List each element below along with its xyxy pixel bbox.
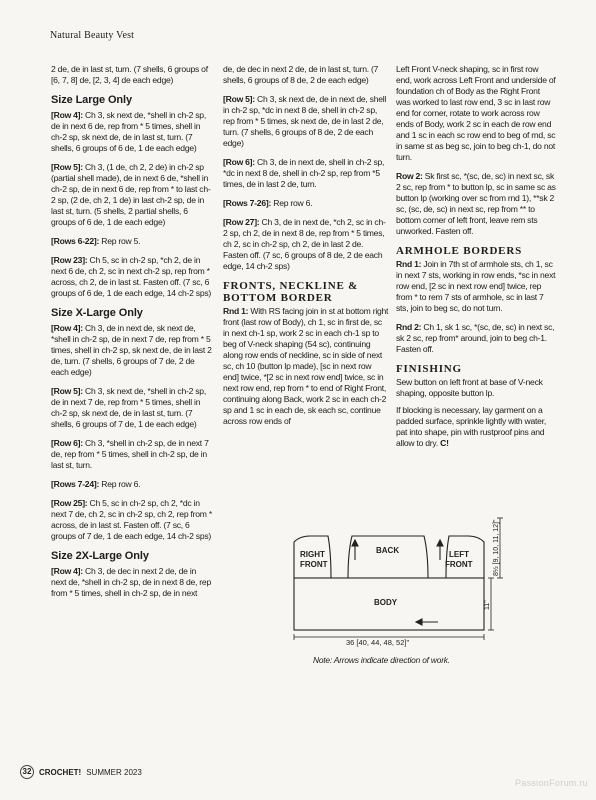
label-left-front-2: FRONT [445,560,473,569]
paragraph: [Row 25]: Ch 5, sc in ch-2 sp, ch 2, *dc in next 7 de, ch 2, sc in ch-2 sp, ch 2, rep from * across, de in last st. Fasten off. (7 sc, 6 groups of 7 de, 1 de each edge, 14 ch-2 sps) [51,498,212,541]
diagram-note: Note: Arrows indicate direction of work. [313,655,450,665]
page-footer [20,765,142,779]
page-number: 32 [20,765,34,779]
paragraph: [Rows 7-26]: Rep row 6. [223,198,313,208]
paragraph: de, de dec in next 2 de, de in last st, turn. (7 shells, 6 groups of 8 de, 2 de each edge) [223,64,379,85]
paragraph: Sew button on left front at base of V-neck shaping, opposite button lp. [396,377,543,398]
label-left-front-1: LEFT [449,550,469,559]
running-header: Natural Beauty Vest [50,30,135,41]
arrow-up-icon [352,540,358,546]
dimension-height: 11" [484,600,491,610]
text-column-3 [396,64,556,457]
dimension-width: 36 [40, 44, 48, 52]" [346,638,410,647]
paragraph: [Row 5]: Ch 3, (1 de, ch 2, 2 de) in ch-2 sp (partial shell made), de in next 6 de, *shell in ch-2 sp, de in next 6 de, rep from * to last ch-2 sp, (2 de, ch 2, 1 de) in last ch-2 sp, de in last st, turn. (5 shells, 2 partial shells, 6 groups of 6 de, 1 de each edge) [51,162,211,227]
paragraph: 2 de, de in last st, turn. (7 shells, 6 groups of [6, 7, 8] de, [2, 3, 4] de each edge) [51,64,208,85]
text-column-2 [223,64,389,435]
label-back: BACK [376,546,400,555]
watermark: PassionForum.ru [514,778,588,788]
paragraph: [Row 6]: Ch 3, *shell in ch-2 sp, de in next 7 de, rep from * 5 times, shell in ch-2 sp, de in last st, turn. [51,438,209,470]
paragraph: [Row 4]: Ch 3, sk next de, *shell in ch-2 sp, de in next 6 de, rep from * 5 times, shell in ch-2 sp, sk next de, de in last st, turn. (7 shells, 6 groups of 6 de, 1 de each edge) [51,110,206,153]
back-outline [348,536,428,578]
paragraph: [Row 6]: Ch 3, de in next de, shell in ch-2 sp, *dc in next 8 de, shell in ch-2 sp, rep from *5 times, de in last 2 de, turn. [223,157,385,189]
arrow-up-icon [437,540,443,546]
paragraph: [Row 5]: Ch 3, sk next de, de in next de, shell in ch-2 sp, *dc in next 8 de, shell in ch-2 sp, rep from * 5 times, sk next de, de in last 2 de, turn. (7 shells, 6 groups of 8 de, 2 de each edge) [223,94,387,148]
arrow-left-icon [416,619,422,625]
paragraph: [Rows 7-24]: Rep row 6. [51,479,141,489]
paragraph: [Rows 6-22]: Rep row 5. [51,236,141,246]
section-heading-size-2xlarge: Size 2X-Large Only [51,550,149,562]
issue-name: SUMMER 2023 [86,767,142,777]
paragraph: [Row 4]: Ch 3, de dec in next 2 de, de in next de, *shell in ch-2 sp, de in next 8 de, rep from * 5 times, shell in ch-2 sp, de in next [51,566,211,598]
section-heading-finishing: FINISHING [396,363,462,375]
schematic-diagram [288,512,508,662]
paragraph: [Row 4]: Ch 3, de in next de, sk next de, *shell in ch-2 sp, de in next 7 de, rep from * 5 times, shell in ch-2 sp, sk next de, de in last 2 de, turn. (7 shells, 6 groups of 7 de, 2 de each edge) [51,323,212,377]
paragraph: [Row 27]: Ch 3, de in next de, *ch 2, sc in ch-2 sp, ch 2, de in next 8 de, rep from * 5 times, ch 2, sc in ch-2 sp, ch 2, de in last 2 de. Fasten off. (7 sc, 6 groups of 8 de, 2 de each edge, 14 ch-2 sps) [223,217,386,271]
label-right-front-1: RIGHT [300,550,325,559]
section-heading-size-large: Size Large Only [51,94,133,106]
paragraph: Rnd 2: Ch 1, sk 1 sc, *(sc, de, sc) in next sc, sk 2 sc, rep from* around, join to beg ch-1. Fasten off. [396,322,555,354]
paragraph: Rnd 1: With RS facing join in st at bottom right front (last row of Body), ch 1, sc in first de, sc in next ch-1 sp, work 2 sc in each ch-1 sp to beg of V-neck shaping (54 sc), continuing along row ends of neckline, sc in side of next sc, ch 10 (button lp made), [sc in next row end] twice, *[2 sc in next row end] twice, sc in next row end, rep from * to end of Right Front, continuing along Back, work 2 sc in each ch-2 sp and 1 sc in each de, sk each sc, continue across row ends of [223,306,389,426]
paragraph: [Row 23]: Ch 5, sc in ch-2 sp, *ch 2, de in next 6 de, ch 2, sc in next ch-2 sp, rep from * across, ch 2, de in last st. Fasten off. (7 sc, 6 groups of 6 de, 1 de each edge, 14 ch-2 sps) [51,255,212,298]
section-heading-armhole: ARMHOLE BORDERS [396,245,522,257]
section-heading-fronts: FRONTS, NECKLINE & BOTTOM BORDER [223,280,359,304]
label-body: BODY [374,598,398,607]
paragraph: [Row 5]: Ch 3, sk next de, *shell in ch-2 sp, de in next 7 de, rep from * 5 times, shell in ch-2 sp, sk next de, de in last st, turn. (7 shells, 6 groups of 7 de, 1 de each edge) [51,386,206,429]
paragraph: Left Front V-neck shaping, sc in first row end, work across Left Front and underside of foundation ch of Body as the Right Front was worked to last row end, 3 sc in last row end for corner, rotate to work across row ends of Body, work 2 sc in each de row end and 1 sc in each sc row end to beg of rnd, sc in same st as beg sc, join to beg ch-1, do not turn. [396,64,556,162]
section-heading-size-xlarge: Size X-Large Only [51,307,143,319]
paragraph: If blocking is necessary, lay garment on a padded surface, sprinkle lightly with water, pat into shape, pin with rustproof pins and allow to dry. C! [396,405,546,448]
paragraph: Row 2: Sk first sc, *(sc, de, sc) in next sc, sk 2 sc, rep from * to button lp, sc in same sc as button lp (working over sc from rnd 1), **sk 2 sc, (sc, de, sc) in next sc, rep from ** to bottom corner of left front, leave rem sts unworked. Fasten off. [396,171,556,236]
text-column-1 [51,64,213,607]
magazine-name: CROCHET! [39,767,82,777]
dimension-armhole: 8½ [9, 10, 11, 12]" [493,519,500,576]
paragraph: Rnd 1: Join in 7th st of armhole sts, ch 1, sc in next 7 sts, working in row ends, *sc in next row end, [2 sc in next row end] twice, rep from * to rem 7 sts of armhole, sc in last 7 sts, join to beg sc, do not turn. [396,259,556,313]
label-right-front-2: FRONT [300,560,328,569]
